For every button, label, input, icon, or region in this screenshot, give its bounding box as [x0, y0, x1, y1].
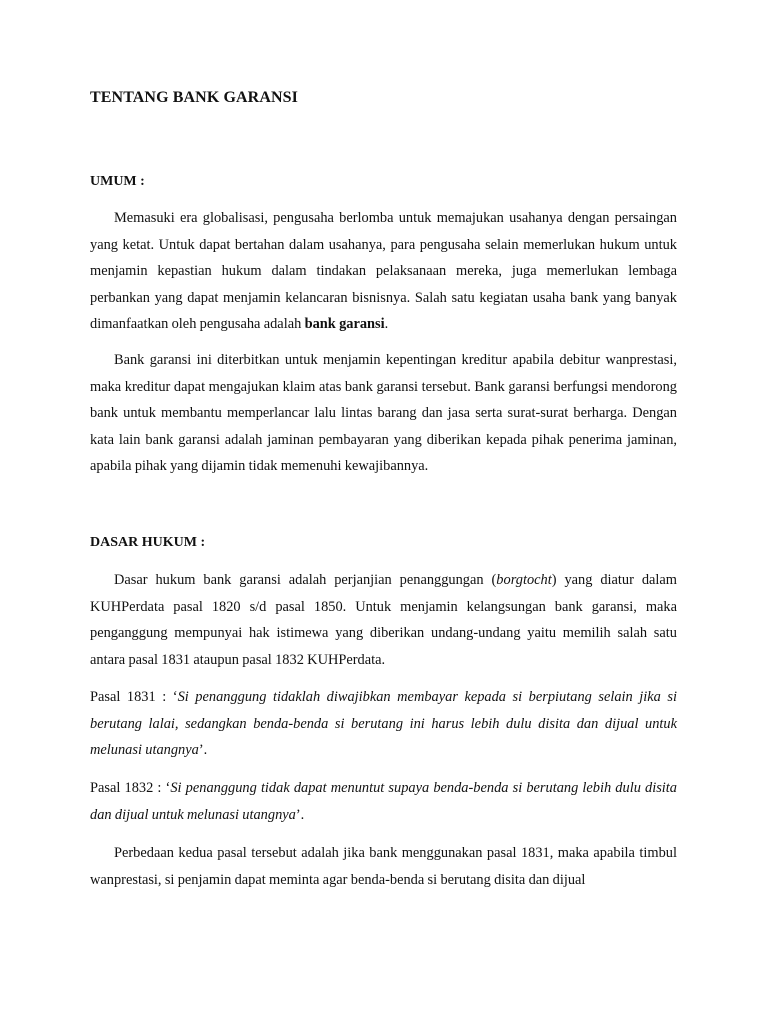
- paragraph-dasar-hukum-2: Perbedaan kedua pasal tersebut adalah jika bank menggunakan pasal 1831, maka apabila timbul wanprestasi, si penjamin dapat meminta agar benda-benda si berutang disita dan dijual: [90, 845, 677, 888]
- quote-end: ’.: [198, 742, 208, 758]
- paragraph-umum-2: Bank garansi ini diterbitkan untuk menjamin kepentingan kreditur apabila debitur wanprestasi, maka kreditur dapat mengajukan klaim atas bank garansi tersebut. Bank garansi berfungsi mendorong bank untuk membantu memperlancar lalu lintas barang dan jasa serta surat-surat berharga. Dengan kata lain bank garansi adalah jaminan pembayaran yang diberikan kepada pihak penerima jaminan, apabila pihak yang dijamin tidak memenuhi kewajibannya.: [90, 352, 677, 474]
- quote-label: Pasal 1831 : ‘: [90, 689, 178, 705]
- quote-text: Si penanggung tidak dapat menuntut supaya benda-benda si berutang lebih dulu disita dan dijual untuk melunasi utangnya: [90, 780, 678, 823]
- quote-end: ’.: [295, 806, 305, 823]
- bold-term-bank-garansi: bank garansi: [304, 316, 385, 332]
- quote-pasal-1831: [90, 684, 677, 764]
- paragraph-dasar-hukum-1: [90, 567, 677, 673]
- paragraph-umum-1: [90, 205, 677, 338]
- paragraph-end: ) yang diatur dalam KUHPerdata pasal 1820 s/d pasal 1850. Untuk menjamin kelangsungan bank garansi, maka penganggung mempunyai hak istimewa yang diberikan undang-undang yaitu memilih salah satu antara pasal 1831 ataupun pasal 1832 KUHPerdata.: [90, 572, 677, 668]
- paragraph-text: Dasar hukum bank garansi adalah perjanjian penanggungan (: [114, 572, 497, 588]
- section-heading-dasar-hukum: DASAR HUKUM :: [90, 535, 206, 550]
- quote-text: Si penanggung tidaklah diwajibkan membayar kepada si berpiutang selain jika si berutang lalai, sedangkan benda-benda si berutang ini harus lebih dulu disita dan dijual untuk melunasi utangnya: [90, 689, 677, 758]
- paragraph-end: .: [384, 316, 389, 332]
- quote-pasal-1832: [90, 775, 677, 828]
- section-heading-umum: UMUM :: [90, 174, 145, 189]
- italic-term-borgtocht: borgtocht: [496, 572, 552, 588]
- document-title: TENTANG BANK GARANSI: [90, 89, 298, 106]
- quote-label: Pasal 1832 : ‘: [90, 780, 171, 796]
- paragraph-text: Memasuki era globalisasi, pengusaha berlomba untuk memajukan usahanya dengan persaingan yang ketat. Untuk dapat bertahan dalam usahanya, para pengusaha selain memerlukan hukum untuk menjamin kepastian hukum dalam tindakan pelaksanaan mereka, juga memerlukan lembaga perbankan yang dapat menjamin kelancaran bisnisnya. Salah satu kegiatan usaha bank yang banyak dimanfaatkan oleh pengusaha adalah: [90, 210, 677, 332]
